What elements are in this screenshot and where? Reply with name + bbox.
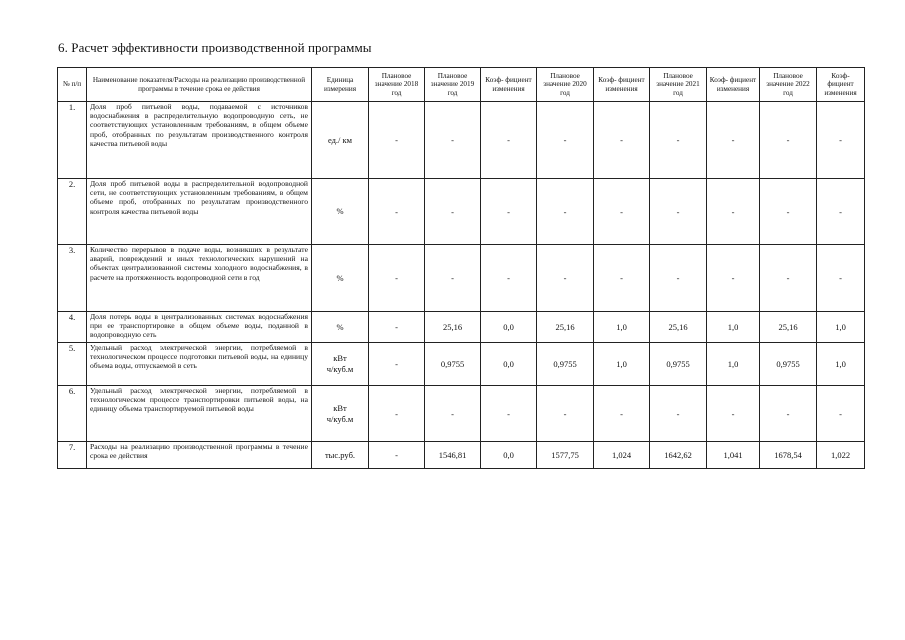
table-header-row	[58, 68, 865, 102]
value-cell: -	[707, 386, 760, 442]
value-cell: -	[369, 102, 425, 179]
indicator-name: Удельный расход электрической энергии, потребляемой в технологическом процессе подготовки питьевой воды, на единицу объема воды, отпускаемой в сеть	[87, 343, 312, 386]
value-cell: -	[537, 102, 594, 179]
value-cell: 1642,62	[650, 442, 707, 469]
table-row	[58, 102, 865, 179]
value-cell: 1,0	[817, 343, 865, 386]
value-cell: 1,0	[594, 343, 650, 386]
value-cell: -	[594, 386, 650, 442]
value-cell: -	[537, 179, 594, 245]
value-cell: 1,0	[594, 312, 650, 343]
value-cell: -	[481, 102, 537, 179]
table-row	[58, 442, 865, 469]
value-cell: -	[481, 386, 537, 442]
value-cell: 1,041	[707, 442, 760, 469]
value-cell: 1,0	[817, 312, 865, 343]
value-cell: 0,9755	[650, 343, 707, 386]
value-cell: -	[760, 179, 817, 245]
value-cell: -	[369, 386, 425, 442]
value-cell: 1,0	[707, 343, 760, 386]
indicator-name: Расходы на реализацию производственной программы в течение срока ее действия	[87, 442, 312, 469]
header-coef-2021: Коэф- фициент изменения	[707, 68, 760, 102]
unit-cell: кВт ч/куб.м	[312, 386, 369, 442]
value-cell: -	[760, 386, 817, 442]
efficiency-table	[57, 67, 865, 469]
indicator-name: Доля потерь воды в централизованных системах водоснабжения при ее транспортировке в общем объеме воды, поданной в водопроводную сеть	[87, 312, 312, 343]
value-cell: 25,16	[650, 312, 707, 343]
value-cell: 0,0	[481, 343, 537, 386]
value-cell: 1678,54	[760, 442, 817, 469]
header-coef-2022: Коэф- фициент изменения	[817, 68, 865, 102]
unit-cell: тыс.руб.	[312, 442, 369, 469]
value-cell: -	[425, 245, 481, 312]
value-cell: 1,022	[817, 442, 865, 469]
row-number: 6.	[58, 386, 87, 442]
row-number: 3.	[58, 245, 87, 312]
unit-cell: %	[312, 245, 369, 312]
header-coef-2019: Коэф- фициент изменения	[481, 68, 537, 102]
row-number: 4.	[58, 312, 87, 343]
value-cell: -	[594, 102, 650, 179]
indicator-name: Доля проб питьевой воды, подаваемой с источников водоснабжения в распределительную водопроводную сеть, не соответствующих установленным требованиям, в общем объеме проб, отобранных по результатам производственного контроля качества питьевой воды	[87, 102, 312, 179]
table-row	[58, 245, 865, 312]
page-title: 6. Расчет эффективности производственной программы	[58, 40, 372, 55]
value-cell: -	[369, 312, 425, 343]
row-number: 1.	[58, 102, 87, 179]
value-cell: -	[760, 245, 817, 312]
row-number: 5.	[58, 343, 87, 386]
value-cell: 0,9755	[760, 343, 817, 386]
header-plan-2020: Плановое значение 2020 год	[537, 68, 594, 102]
header-plan-2018: Плановое значение 2018 год	[369, 68, 425, 102]
value-cell: 0,0	[481, 442, 537, 469]
header-num: № п/п	[58, 68, 87, 102]
header-name: Наименование показателя/Расходы на реализацию производственной программы в течение срока ее действия	[87, 68, 312, 102]
value-cell: -	[481, 179, 537, 245]
value-cell: -	[425, 179, 481, 245]
value-cell: 1546,81	[425, 442, 481, 469]
value-cell: -	[425, 386, 481, 442]
value-cell: -	[425, 102, 481, 179]
value-cell: 1,0	[707, 312, 760, 343]
value-cell: -	[537, 245, 594, 312]
indicator-name: Количество перерывов в подаче воды, возникших в результате аварий, повреждений и иных технологических нарушений на объектах централизованной системы холодного водоснабжения, в расчете на протяженность водопроводной сети в год	[87, 245, 312, 312]
unit-cell: кВт ч/куб.м	[312, 343, 369, 386]
unit-cell: %	[312, 312, 369, 343]
value-cell: -	[650, 386, 707, 442]
value-cell: -	[817, 245, 865, 312]
value-cell: -	[817, 179, 865, 245]
value-cell: -	[369, 343, 425, 386]
value-cell: -	[594, 245, 650, 312]
value-cell: 0,9755	[537, 343, 594, 386]
value-cell: -	[369, 245, 425, 312]
value-cell: -	[369, 442, 425, 469]
value-cell: 0,0	[481, 312, 537, 343]
indicator-name: Удельный расход электрической энергии, потребляемой в технологическом процессе транспортировки питьевой воды, на единицу объема транспортируемой питьевой воды	[87, 386, 312, 442]
header-plan-2022: Плановое значение 2022 год	[760, 68, 817, 102]
unit-cell: ед./ км	[312, 102, 369, 179]
table-row	[58, 386, 865, 442]
value-cell: 1577,75	[537, 442, 594, 469]
value-cell: -	[707, 245, 760, 312]
value-cell: -	[650, 179, 707, 245]
value-cell: 25,16	[537, 312, 594, 343]
unit-cell: %	[312, 179, 369, 245]
row-number: 2.	[58, 179, 87, 245]
value-cell: -	[594, 179, 650, 245]
value-cell: 1,024	[594, 442, 650, 469]
header-unit: Единица измерения	[312, 68, 369, 102]
header-plan-2021: Плановое значение 2021 год	[650, 68, 707, 102]
table-row	[58, 343, 865, 386]
value-cell: -	[707, 179, 760, 245]
value-cell: -	[369, 179, 425, 245]
value-cell: 25,16	[425, 312, 481, 343]
value-cell: -	[760, 102, 817, 179]
value-cell: -	[817, 386, 865, 442]
value-cell: -	[707, 102, 760, 179]
value-cell: -	[817, 102, 865, 179]
value-cell: 25,16	[760, 312, 817, 343]
indicator-name: Доля проб питьевой воды в распределительной водопроводной сети, не соответствующих установленным требованиям, в общем объеме проб, отобранных по результатам производственного контроля качества питьевой воды	[87, 179, 312, 245]
table-row	[58, 179, 865, 245]
value-cell: -	[537, 386, 594, 442]
header-coef-2020: Коэф- фициент изменения	[594, 68, 650, 102]
value-cell: -	[650, 245, 707, 312]
value-cell: -	[650, 102, 707, 179]
header-plan-2019: Плановое значение 2019 год	[425, 68, 481, 102]
row-number: 7.	[58, 442, 87, 469]
value-cell: 0,9755	[425, 343, 481, 386]
value-cell: -	[481, 245, 537, 312]
table-row	[58, 312, 865, 343]
